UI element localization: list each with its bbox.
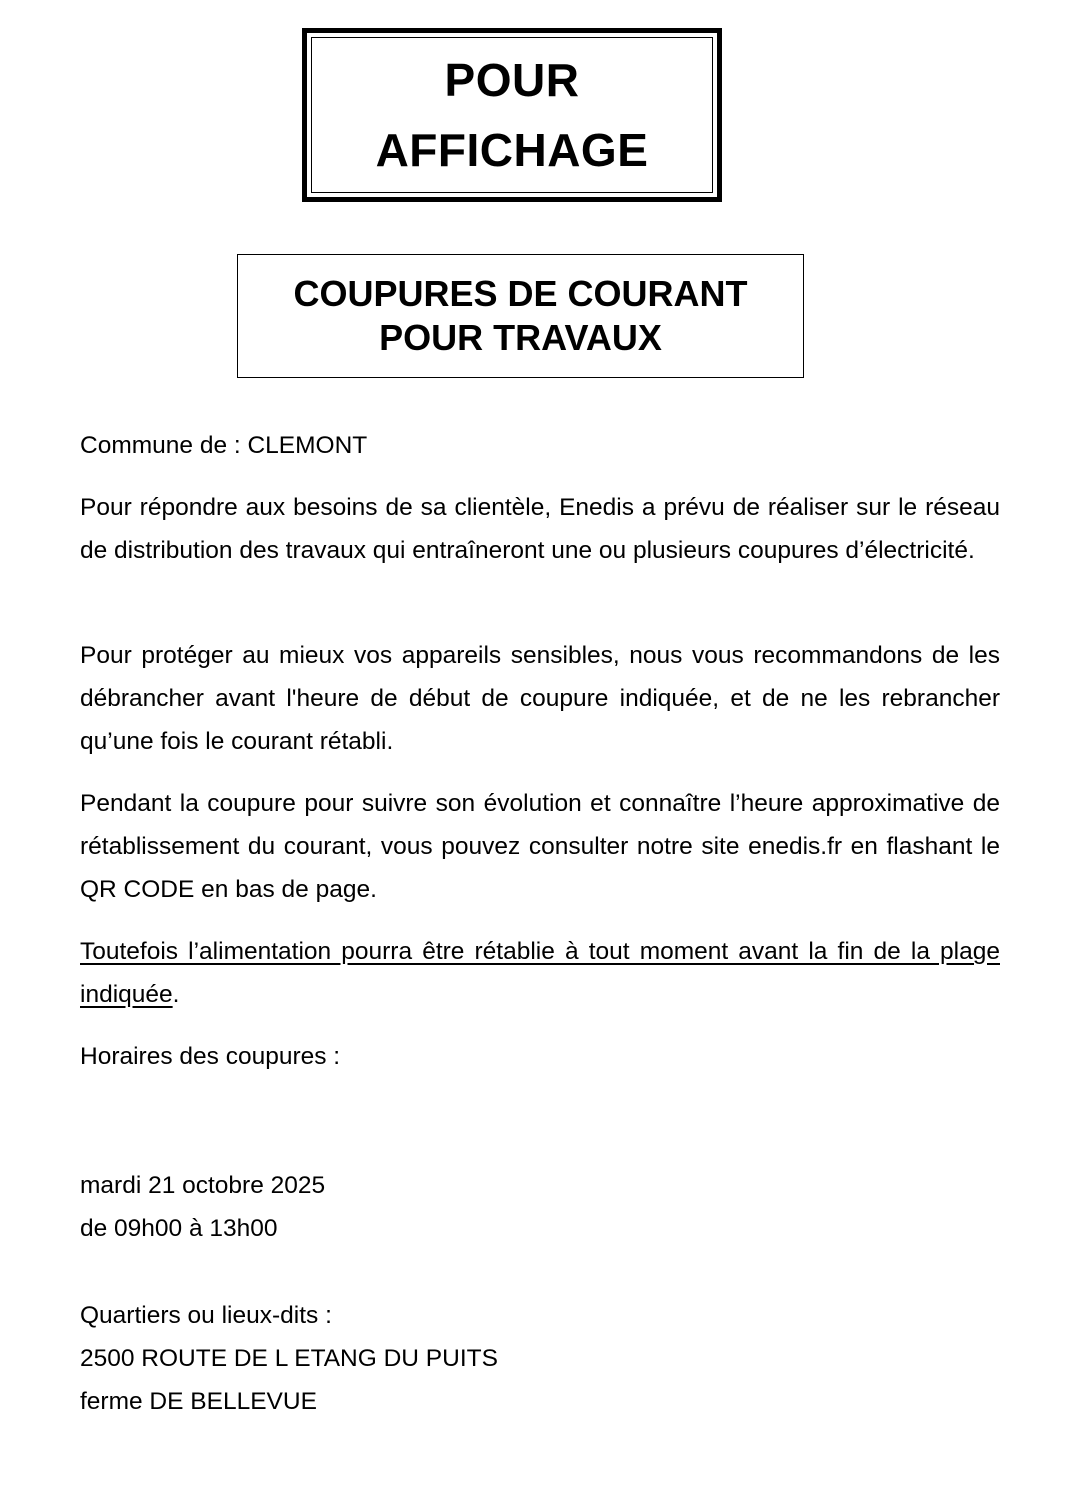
location-item: 2500 ROUTE DE L ETANG DU PUITS	[80, 1345, 498, 1372]
location-item: ferme DE BELLEVUE	[80, 1388, 317, 1415]
paragraph-tracking: Pendant la coupure pour suivre son évolution et connaître l’heure approximative de rétablissement du courant, vous pouvez consulter notre site enedis.fr en flashant le QR CODE en bas de page.	[80, 790, 1000, 903]
paragraph-intro: Pour répondre aux besoins de sa clientèle, Enedis a prévu de réaliser sur le réseau de distribution des travaux qui entraîneront une ou plusieurs coupures d’électricité.	[80, 494, 1000, 564]
warning-underlined-text: Toutefois l’alimentation pourra être rétablie à tout moment avant la fin de la plage indiquée	[80, 938, 1000, 1008]
paragraph-advice: Pour protéger au mieux vos appareils sensibles, nous vous recommandons de les débrancher avant l'heure de début de coupure indiquée, et de ne les rebrancher qu’une fois le courant rétabli.	[80, 642, 1000, 755]
title-line-2: POUR TRAVAUX	[379, 317, 662, 358]
warning-paragraph	[80, 930, 1000, 1016]
commune-line: Commune de : CLEMONT	[80, 432, 368, 459]
affichage-box	[302, 28, 722, 202]
warning-trailing-period: .	[172, 981, 180, 1008]
affichage-line-2: AFFICHAGE	[375, 124, 649, 176]
title-line-1: COUPURES DE COURANT	[293, 273, 748, 314]
schedule-block	[80, 1164, 1000, 1250]
schedule-time: de 09h00 à 13h00	[80, 1215, 278, 1242]
schedule-date: mardi 21 octobre 2025	[80, 1172, 326, 1199]
affichage-box-inner	[311, 37, 713, 193]
locations-label: Quartiers ou lieux-dits :	[80, 1302, 332, 1329]
affichage-line-1: POUR	[444, 54, 580, 106]
schedule-label: Horaires des coupures :	[80, 1043, 341, 1070]
title-box	[237, 254, 804, 378]
locations-block	[80, 1294, 1000, 1423]
